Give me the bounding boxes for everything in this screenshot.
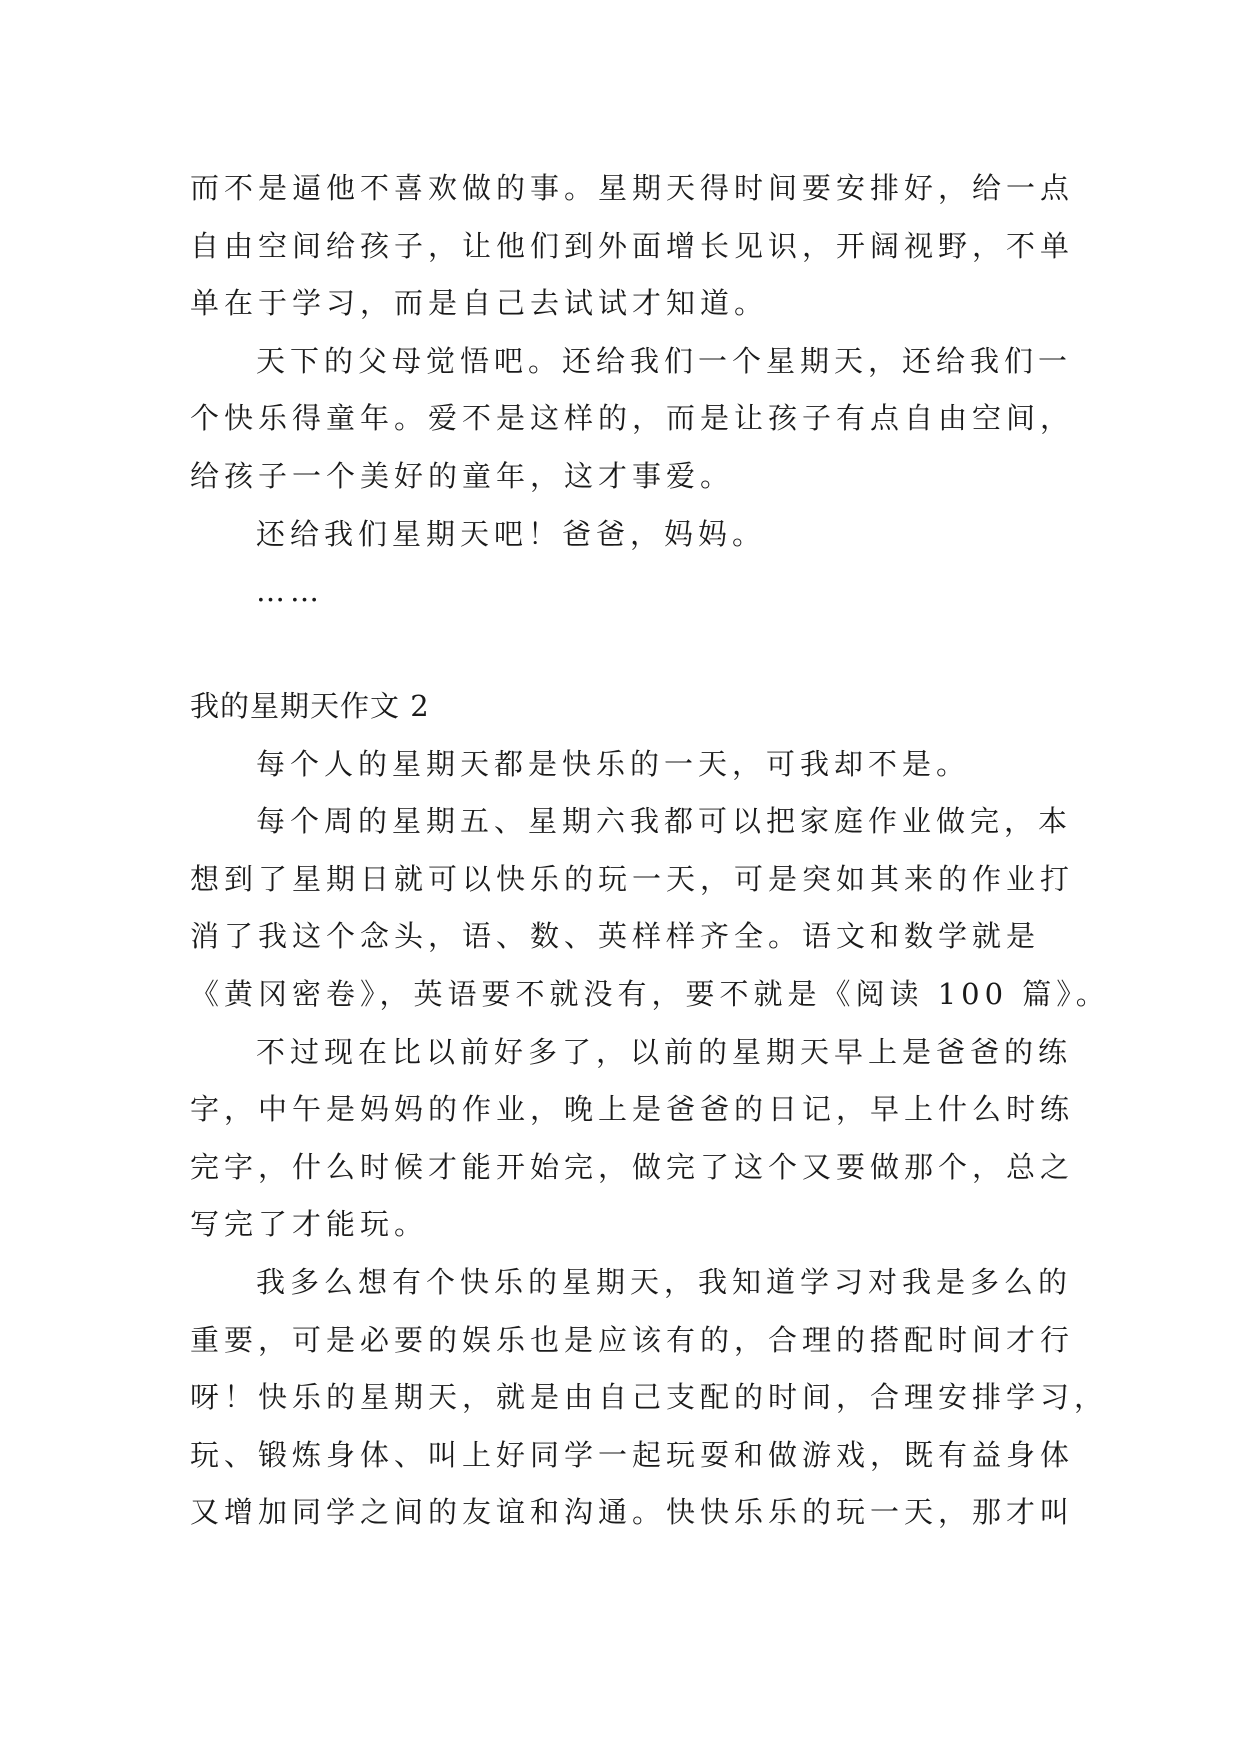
- paragraph-line: 《黄冈密卷》，英语要不就没有，要不就是《阅读 100 篇》。: [190, 976, 1110, 1011]
- essay-2: [190, 678, 1110, 1542]
- paragraph-line: 而不是逼他不喜欢做的事。星期天得时间要安排好，给一点: [190, 171, 1075, 205]
- paragraph-line: 我多么想有个快乐的星期天，我知道学习对我是多么的: [256, 1264, 1073, 1299]
- paragraph-line: 单在于学习，而是自己去试试才知道。: [190, 286, 769, 321]
- paragraph-line: 自由空间给孩子，让他们到外面增长见识，开阔视野，不单: [190, 228, 1075, 263]
- ellipsis-line: ……: [256, 574, 324, 609]
- paragraph-line: 想到了星期日就可以快乐的玩一天，可是突如其来的作业打: [190, 861, 1075, 896]
- paragraph-line: 不过现在比以前好多了，以前的星期天早上是爸爸的练: [256, 1034, 1073, 1069]
- paragraph-line: 完字，什么时候才能开始完，做完了这个又要做那个，总之: [190, 1149, 1075, 1184]
- paragraph-line: 还给我们星期天吧！爸爸，妈妈。: [256, 516, 767, 551]
- paragraph-line: 每个人的星期天都是快乐的一天，可我却不是。: [256, 746, 971, 781]
- paragraph-line: 天下的父母觉悟吧。还给我们一个星期天，还给我们一: [256, 343, 1073, 378]
- paragraph-line: 个快乐得童年。爱不是这样的，而是让孩子有点自由空间，: [190, 401, 1075, 436]
- paragraph-line: 给孩子一个美好的童年，这才事爱。: [190, 458, 735, 493]
- paragraph-line: 每个周的星期五、星期六我都可以把家庭作业做完，本: [256, 804, 1073, 839]
- paragraph-line: 写完了才能玩。: [190, 1207, 429, 1242]
- paragraph-line: 重要，可是必要的娱乐也是应该有的，合理的搭配时间才行: [190, 1322, 1075, 1357]
- paragraph-line: 玩、锻炼身体、叫上好同学一起玩耍和做游戏，既有益身体: [190, 1437, 1075, 1472]
- paragraph-line: 消了我这个念头，语、数、英样样齐全。语文和数学就是: [190, 919, 1041, 954]
- paragraph-line: 字，中午是妈妈的作业，晚上是爸爸的日记，早上什么时练: [190, 1092, 1075, 1127]
- essay-1-continuation: [190, 160, 1075, 621]
- paragraph-line: 呀！快乐的星期天，就是由自己支配的时间，合理安排学习，: [190, 1380, 1109, 1415]
- paragraph-line: 又增加同学之间的友谊和沟通。快快乐乐的玩一天，那才叫: [190, 1495, 1075, 1530]
- essay-title: 我的星期天作文 2: [190, 689, 430, 723]
